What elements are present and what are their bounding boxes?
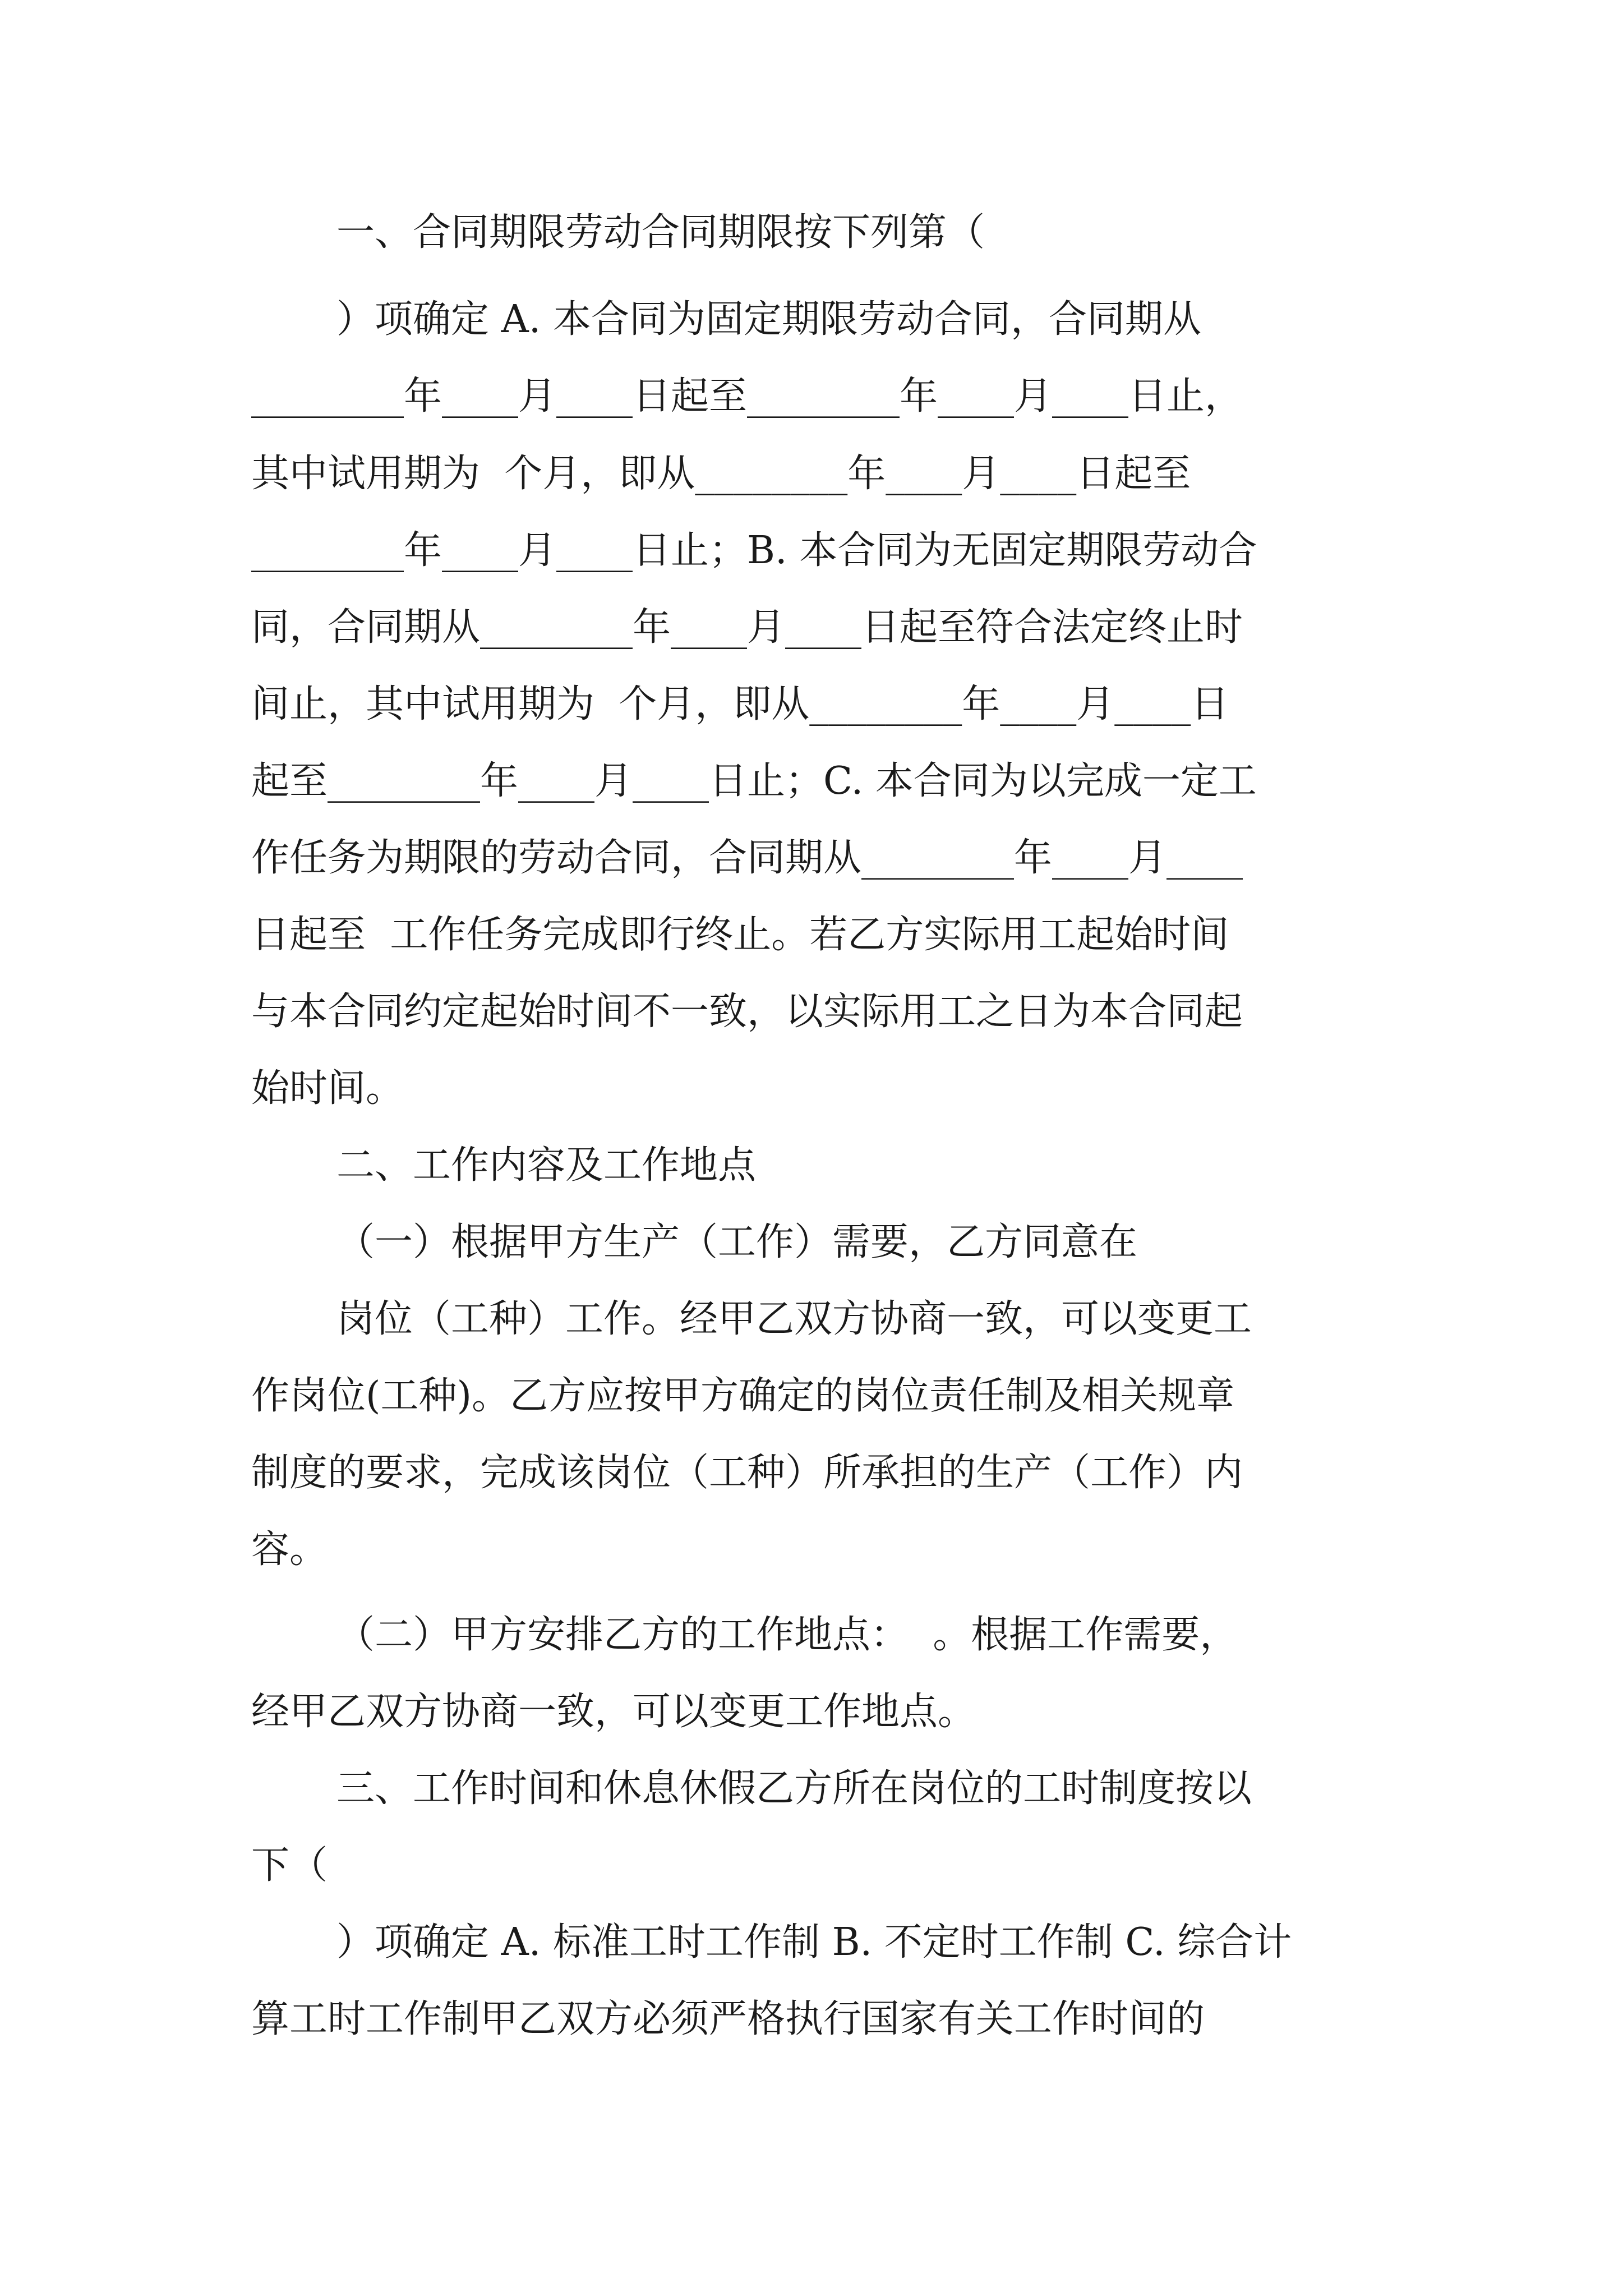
text-line: ）项确定 A. 标准工时工作制 B. 不定时工作制 C. 综合计 <box>336 1920 1292 1964</box>
text-line: 日起至 工作任务完成即行终止。若乙方实际用工起始时间 <box>251 913 1229 957</box>
text-line: 其中试用期为 个月，即从________年____月____日起至 <box>251 452 1191 496</box>
text-line: 同，合同期从________年____月____日起至符合法定终止时 <box>251 605 1243 650</box>
text-line: （一）根据甲方生产（工作）需要，乙方同意在 <box>336 1220 1138 1264</box>
text-line: 作任务为期限的劳动合同，合同期从________年____月____ <box>251 836 1243 880</box>
text-line: 作岗位(工种)。乙方应按甲方确定的岗位责任制及相关规章 <box>251 1374 1235 1418</box>
text-line: （二）甲方安排乙方的工作地点： 。根据工作需要， <box>336 1613 1238 1657</box>
text-line: 经甲乙双方协商一致，可以变更工作地点。 <box>251 1690 976 1734</box>
text-line: ________年____月____日起至________年____月____日止， <box>251 374 1243 418</box>
text-line: ）项确定 A. 本合同为固定期限劳动合同，合同期从 <box>336 297 1201 342</box>
text-line: 容。 <box>251 1527 328 1572</box>
text-line: 始时间。 <box>251 1066 404 1111</box>
text-line: 岗位（工种）工作。经甲乙双方协商一致，可以变更工 <box>336 1297 1252 1341</box>
section-3-heading: 三、工作时间和休息休假乙方所在岗位的工时制度按以 <box>336 1766 1252 1811</box>
text-line: 与本合同约定起始时间不一致，以实际用工之日为本合同起 <box>251 990 1243 1034</box>
text-line: ________年____月____日止；B. 本合同为无固定期限劳动合 <box>251 528 1257 573</box>
section-1-heading: 一、合同期限劳动合同期限按下列第（ <box>336 210 985 255</box>
text-line: 起至________年____月____日止；C. 本合同为以完成一定工 <box>251 759 1257 803</box>
text-line: 间止，其中试用期为 个月，即从________年____月____日 <box>251 682 1229 726</box>
text-line: 制度的要求，完成该岗位（工种）所承担的生产（工作）内 <box>251 1451 1243 1495</box>
text-line: 算工时工作制甲乙双方必须严格执行国家有关工作时间的 <box>251 1997 1205 2041</box>
text-line: 下（ <box>251 1843 328 1888</box>
section-2-heading: 二、工作内容及工作地点 <box>336 1143 757 1188</box>
